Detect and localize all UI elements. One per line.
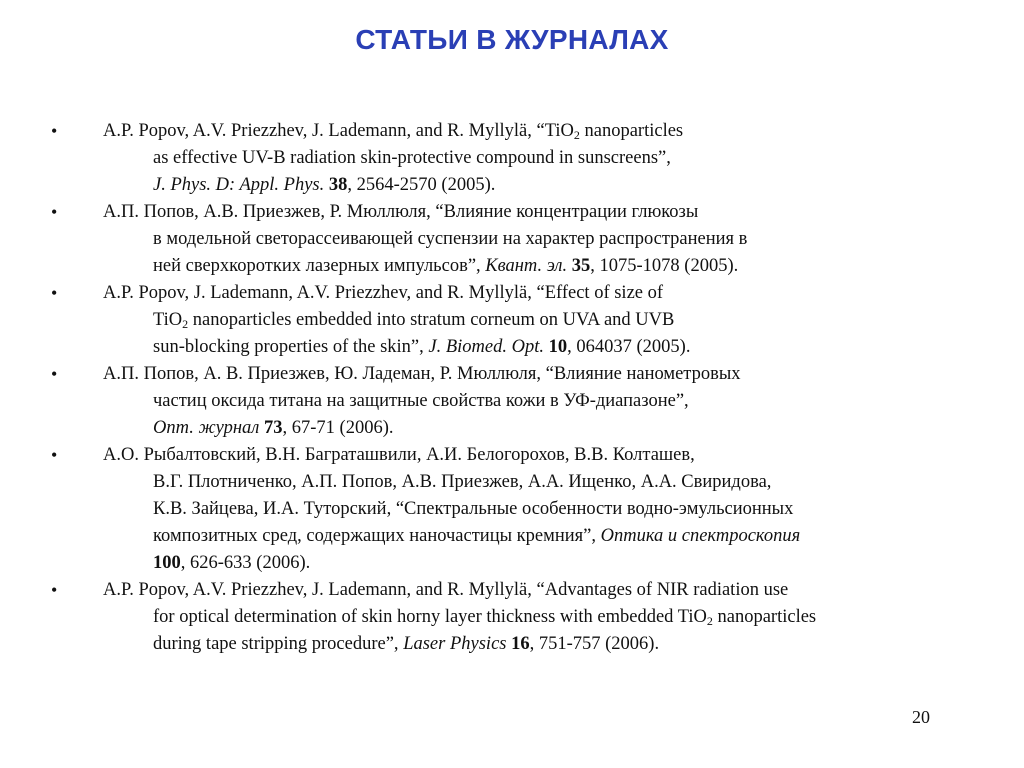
text-segment: композитных сред, содержащих наночастицы кремния”,	[153, 526, 601, 546]
text-segment: nanoparticles	[712, 607, 817, 627]
reference-line	[0, 145, 1024, 172]
reference-line	[0, 118, 1024, 145]
text-segment: в модельной светорассеивающей суспензии на характер распространения в	[153, 229, 748, 249]
reference-item	[0, 199, 1024, 280]
text-segment: А.П. Попов, А. В. Приезжев, Ю. Ладеман, Р. Мюллюля, “Влияние нанометровых	[103, 364, 741, 384]
bullet-marker: •	[51, 580, 58, 600]
references-list	[0, 118, 1024, 658]
reference-line	[0, 604, 1024, 631]
text-segment: В.Г. Плотниченко, А.П. Попов, А.В. Приезжев, А.А. Ищенко, А.А. Свиридова,	[153, 472, 772, 492]
bullet-marker: •	[51, 364, 58, 384]
volume-number: 100	[153, 553, 181, 573]
reference-line	[0, 280, 1024, 307]
subscript: 2	[706, 614, 713, 628]
volume-number: 16	[511, 634, 530, 654]
subscript: 2	[182, 317, 189, 331]
reference-line	[0, 631, 1024, 658]
reference-item	[0, 577, 1024, 658]
reference-item	[0, 280, 1024, 361]
volume-number: 73	[264, 418, 283, 438]
text-segment: , 2564-2570 (2005).	[347, 175, 496, 195]
text-segment: А.П. Попов, А.В. Приезжев, Р. Мюллюля, “Влияние концентрации глюкозы	[103, 202, 699, 222]
reference-line	[0, 415, 1024, 442]
volume-number: 38	[328, 175, 348, 195]
bullet-marker: •	[51, 121, 58, 141]
reference-line	[0, 496, 1024, 523]
reference-line	[0, 550, 1024, 577]
reference-line	[0, 172, 1024, 199]
text-segment: частиц оксида титана на защитные свойства кожи в УФ-диапазоне”,	[153, 391, 689, 411]
journal-name: Квант. эл.	[485, 256, 568, 276]
text-segment: nanoparticles	[579, 121, 684, 141]
text-segment: К.В. Зайцева, И.А. Туторский, “Спектральные особенности водно-эмульсионных	[153, 499, 794, 519]
text-segment: , 67-71 (2006).	[282, 418, 394, 438]
text-segment: for optical determination of skin horny layer thickness with embedded TiO	[153, 607, 707, 627]
reference-line	[0, 334, 1024, 361]
journal-name: Опт. журнал	[153, 418, 260, 438]
volume-number: 35	[571, 256, 591, 276]
text-segment: nanoparticles embedded into stratum corneum on UVA and UVB	[188, 310, 675, 330]
reference-line	[0, 469, 1024, 496]
reference-line	[0, 577, 1024, 604]
slide-title: СТАТЬИ В ЖУРНАЛАХ	[355, 24, 669, 55]
volume-number: 10	[548, 337, 568, 357]
journal-name: Оптика и спектроскопия	[600, 526, 801, 546]
text-segment: during tape stripping procedure”,	[153, 634, 404, 654]
text-segment: TiO	[153, 310, 183, 330]
text-segment: A.P. Popov, A.V. Priezzhev, J. Lademann, and R. Myllylä, “Advantages of NIR radiation use	[103, 580, 789, 600]
bullet-marker: •	[51, 283, 58, 303]
reference-item	[0, 361, 1024, 442]
text-segment: as effective UV-B radiation skin-protective compound in sunscreens”,	[153, 148, 671, 168]
reference-item	[0, 442, 1024, 577]
text-segment: , 626-633 (2006).	[180, 553, 311, 573]
journal-name: J. Phys. D: Appl. Phys.	[153, 175, 325, 195]
journal-name: Laser Physics	[403, 634, 507, 654]
text-segment: А.О. Рыбалтовский, В.Н. Баграташвили, А.И. Белогорохов, В.В. Колташев,	[103, 445, 695, 465]
text-segment: A.P. Popov, J. Lademann, A.V. Priezzhev, and R. Myllylä, “Effect of size of	[103, 283, 664, 303]
subscript: 2	[573, 128, 580, 142]
reference-line	[0, 388, 1024, 415]
reference-line	[0, 199, 1024, 226]
reference-line	[0, 523, 1024, 550]
reference-line	[0, 253, 1024, 280]
journal-name: J. Biomed. Opt.	[428, 337, 544, 357]
reference-line	[0, 442, 1024, 469]
text-segment: sun-blocking properties of the skin”,	[153, 337, 429, 357]
page-number: 20	[912, 707, 930, 727]
text-segment: , 1075-1078 (2005).	[590, 256, 739, 276]
text-segment: A.P. Popov, A.V. Priezzhev, J. Lademann, and R. Myllylä, “TiO	[103, 121, 574, 141]
text-segment: , 751-757 (2006).	[529, 634, 660, 654]
bullet-marker: •	[51, 445, 58, 465]
bullet-marker: •	[51, 202, 58, 222]
reference-item	[0, 118, 1024, 199]
text-segment: ней сверхкоротких лазерных импульсов”,	[153, 256, 486, 276]
reference-line	[0, 361, 1024, 388]
reference-line	[0, 307, 1024, 334]
reference-line	[0, 226, 1024, 253]
text-segment: , 064037 (2005).	[567, 337, 691, 357]
